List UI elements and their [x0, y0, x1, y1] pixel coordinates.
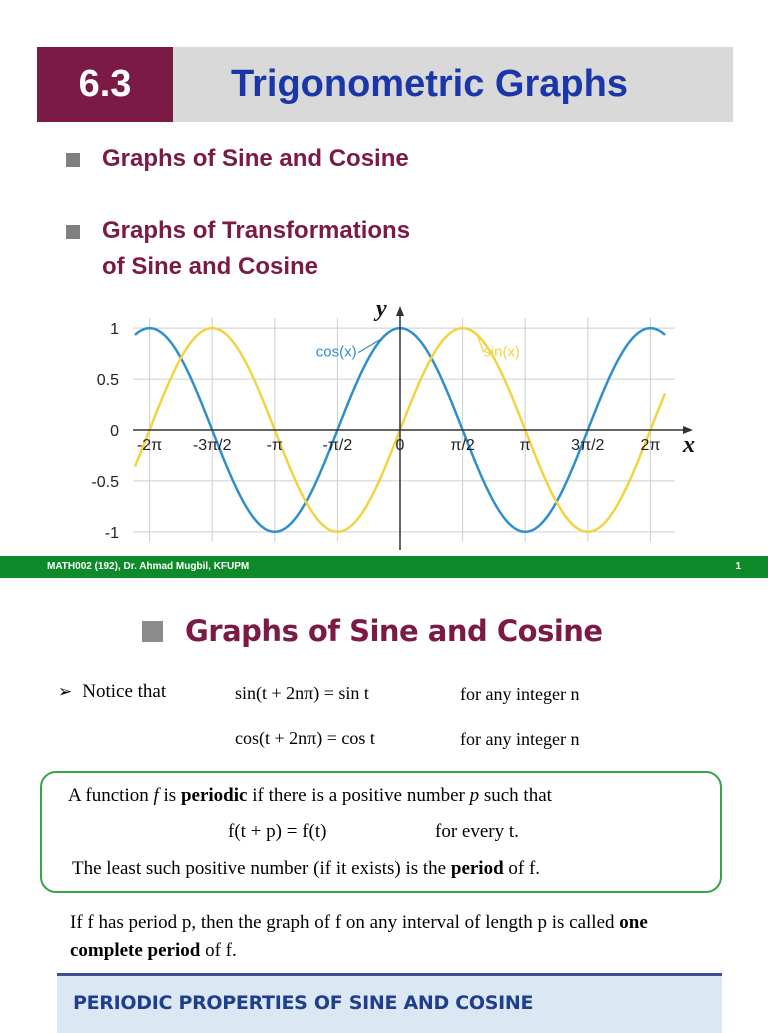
x-tick-label: -2π — [136, 437, 163, 454]
heading-text: Graphs of Sine and Cosine — [185, 614, 603, 648]
notice-text: Notice that — [82, 681, 167, 702]
y-axis-arrow-icon — [396, 306, 404, 316]
footer-credit: MATH002 (192), Dr. Ahmad Mugbil, KFUPM — [47, 561, 250, 572]
term-periodic: periodic — [180, 785, 248, 806]
definition-line-1 — [68, 785, 552, 807]
properties-title: PERIODIC PROPERTIES OF SINE AND COSINE — [73, 992, 534, 1014]
identity-qualifier: for any integer n — [460, 729, 580, 749]
slide-2 — [0, 578, 768, 1024]
page-number: 1 — [735, 561, 741, 572]
text: such that — [479, 785, 552, 806]
x-tick-label: 3π/2 — [571, 437, 605, 454]
square-bullet-icon — [66, 225, 80, 239]
text: The least such positive number (if it exists) is the — [72, 858, 451, 879]
identity-cosine: cos(t + 2nπ) = cos t — [235, 728, 375, 748]
square-bullet-icon — [142, 621, 163, 642]
text: f — [153, 785, 159, 806]
x-tick-label: -3π/2 — [192, 437, 232, 454]
x-axis-label: x — [683, 432, 695, 458]
section-number: 6.3 — [78, 63, 132, 105]
properties-box — [57, 973, 722, 1033]
series-label-cos: cos(x) — [315, 343, 357, 361]
text: p — [469, 785, 480, 806]
text: A function — [68, 785, 154, 806]
arrow-bullet-icon: ➢ — [58, 682, 73, 701]
text: of f. — [200, 940, 237, 961]
y-axis-label: y — [376, 296, 387, 322]
x-tick-label: 2π — [640, 437, 661, 454]
section-heading — [142, 614, 603, 648]
y-tick-label: 1 — [110, 321, 119, 339]
y-tick-label: -0.5 — [91, 473, 119, 491]
y-tick-label: -1 — [104, 524, 119, 542]
series-label-sin: sin(x) — [483, 343, 520, 361]
definition-line-3 — [72, 858, 540, 880]
title-bar — [173, 47, 733, 122]
term-period: period — [450, 858, 504, 879]
bullet-text: Graphs of Transformations of Sine and Cosine — [102, 217, 411, 280]
y-tick-label: 0 — [110, 423, 119, 440]
bullet-item — [66, 141, 409, 177]
slide-title: Trigonometric Graphs — [231, 63, 628, 105]
text: If f has period p, then the graph of f on any interval of length p is called — [70, 912, 620, 933]
definition-qualifier: for every t. — [435, 821, 519, 842]
square-bullet-icon — [66, 153, 80, 167]
notice-line — [58, 681, 166, 703]
x-tick-label: π — [519, 437, 531, 454]
definition-equation: f(t + p) = f(t) — [228, 821, 327, 842]
section-number-box — [37, 47, 173, 122]
definition-box — [40, 771, 722, 893]
complete-period-paragraph — [70, 909, 720, 965]
x-tick-label: 0 — [395, 437, 405, 454]
x-tick-label: π/2 — [450, 437, 475, 454]
x-tick-label: -π — [266, 437, 283, 454]
bullet-text: Graphs of Sine and Cosine — [102, 145, 409, 172]
identity-sine: sin(t + 2nπ) = sin t — [235, 683, 369, 703]
x-tick-label: -π/2 — [322, 437, 353, 454]
trig-chart — [91, 296, 700, 550]
y-tick-label: 0.5 — [96, 372, 119, 390]
identity-qualifier: for any integer n — [460, 684, 580, 704]
text: if there is a positive number — [247, 785, 470, 806]
text: of f. — [503, 858, 541, 879]
term-one-complete-period: one complete period — [70, 912, 648, 961]
text: is — [158, 785, 181, 806]
leader-line — [358, 338, 382, 352]
bullet-item — [66, 213, 410, 285]
footer-bar — [0, 556, 768, 578]
